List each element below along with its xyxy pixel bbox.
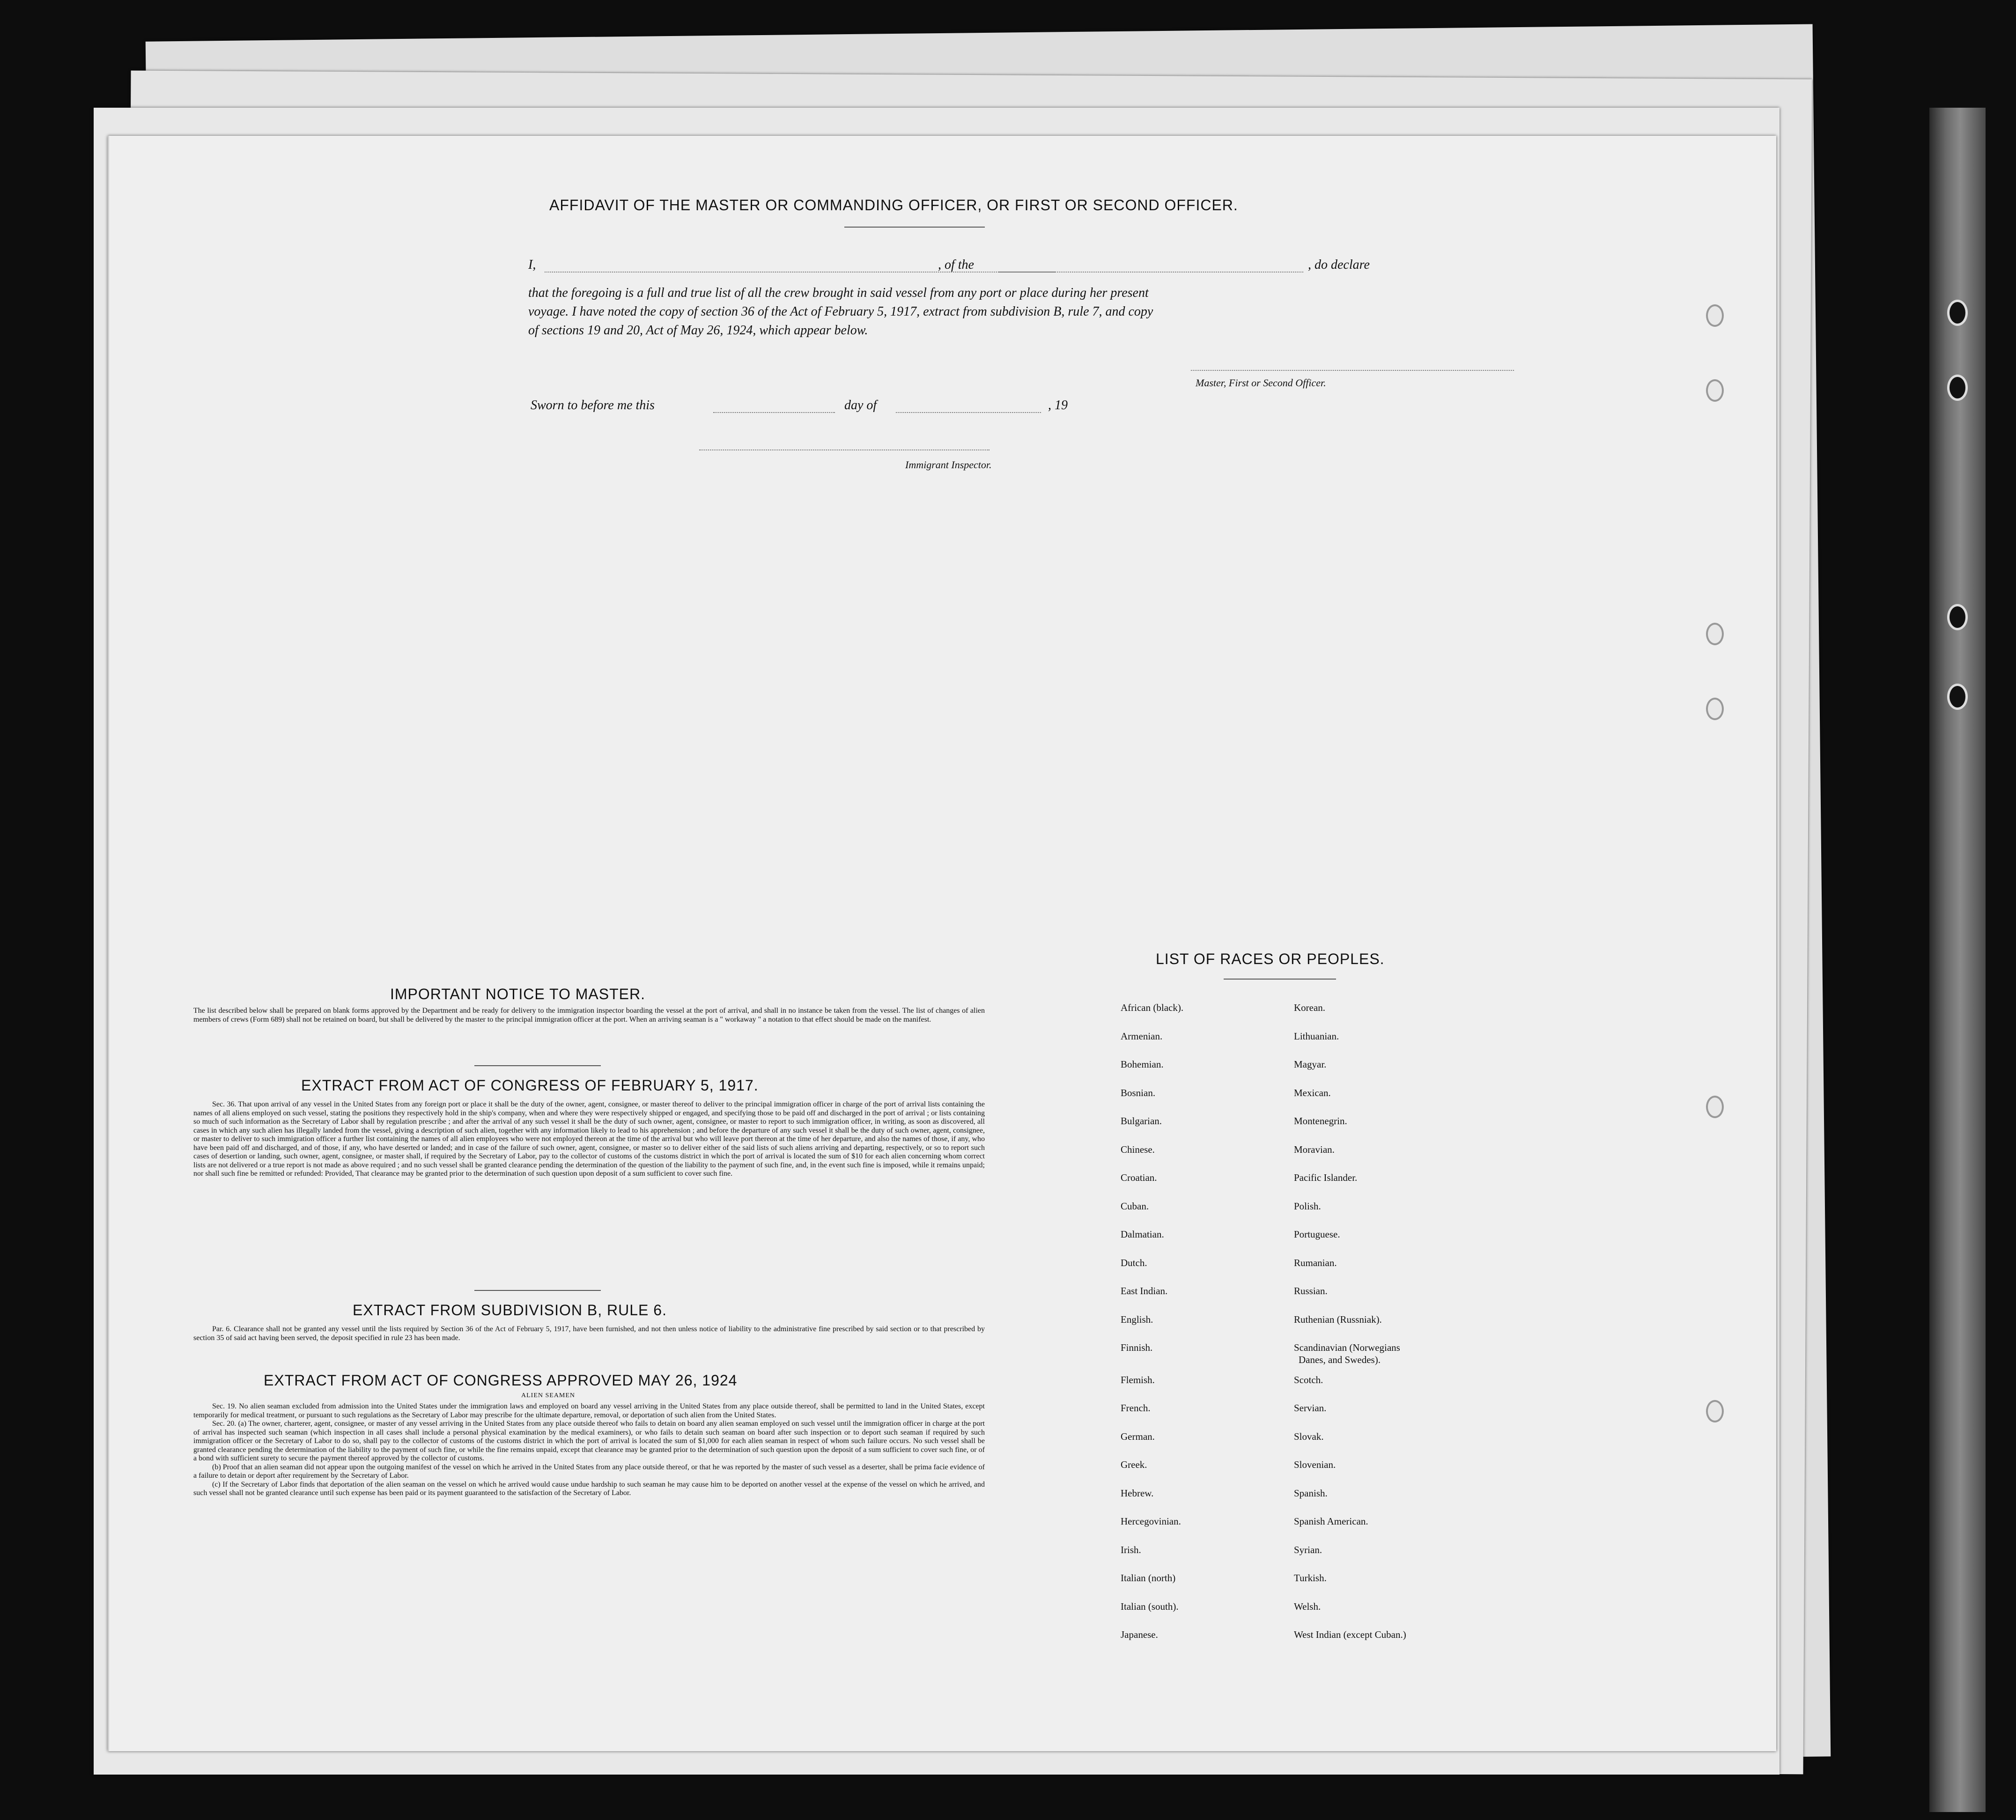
race-item: Moravian. <box>1294 1143 1335 1155</box>
affidavit-i-label: I, <box>528 258 536 272</box>
race-item: Japanese. <box>1121 1629 1158 1640</box>
race-item: Servian. <box>1294 1402 1327 1414</box>
year-label: , 19 <box>1048 398 1068 413</box>
extract-1924-text <box>193 1402 985 1498</box>
extract-1924-sec20c: (c) If the Secretary of Labor finds that deportation of the alien seaman on the vessel on which he arrived would cause undue hardship to such seaman he may cause him to be deported on another vessel at the expense of the vessel on which he arrived, and such vessel shall not be granted clearance until such expense has been paid or its payment guaranteed to the satisfaction of the Secretary of Labor. <box>193 1480 985 1497</box>
divider <box>474 1290 601 1291</box>
signature-label: Master, First or Second Officer. <box>1196 377 1326 389</box>
races-title: LIST OF RACES OR PEOPLES. <box>1156 951 1385 967</box>
race-item: Spanish. <box>1294 1487 1328 1499</box>
race-item: Rumanian. <box>1294 1257 1337 1268</box>
race-item: Montenegrin. <box>1294 1115 1347 1127</box>
race-item: West Indian (except Cuban.) <box>1294 1629 1406 1640</box>
race-item: Armenian. <box>1121 1030 1163 1042</box>
affidavit-do-declare: , do declare <box>1308 258 1370 272</box>
affidavit-line: voyage. I have noted the copy of section 36 of the Act of February 5, 1917, extract from subdivision B, rule 7, and copy <box>528 304 1153 319</box>
race-item: Finnish. <box>1121 1342 1153 1353</box>
race-item: Russian. <box>1294 1285 1328 1297</box>
race-item: Bohemian. <box>1121 1059 1164 1070</box>
punch-hole <box>1706 1096 1724 1118</box>
divider <box>844 227 985 228</box>
race-item: Bulgarian. <box>1121 1115 1162 1127</box>
race-item: Pacific Islander. <box>1294 1172 1358 1183</box>
notice-text: The list described below shall be prepared on blank forms approved by the Department and be ready for delivery to the immigration inspector boarding the vessel at the port of arrival, and shall in no instance be taken from the vessel. The list of changes of alien members of crews (Form 689) shall not be retained on board, but shall be delivered by the master to the principal immigration officer at the port. When an arriving seaman is a " workaway " a notation to that effect should be made on the manifest. <box>193 1007 985 1024</box>
punch-hole <box>1706 379 1724 402</box>
inspector-label: Immigrant Inspector. <box>905 459 992 471</box>
race-item: Dalmatian. <box>1121 1229 1164 1240</box>
subdivision-b-paragraph: Par. 6. Clearance shall not be granted any vessel until the lists required by Section 36 of the Act of February 5, 1917, have been furnished, and not then unless notice of liability to the administrative fine prescribed by said section or to that prescribed by section 35 of said act having been served, the deposit specified in rule 23 has been made. <box>193 1325 985 1342</box>
affidavit-title: AFFIDAVIT OF THE MASTER OR COMMANDING OFFICER, OR FIRST OR SECOND OFFICER. <box>549 197 1238 214</box>
punch-hole <box>1706 623 1724 645</box>
extract-1924-sec20b: (b) Proof that an alien seaman did not appear upon the outgoing manifest of the vessel on which he arrived in the United States from any place outside thereof, or that he was reported by the master of such vessel as a deserter, shall be prima facie evidence of a failure to detain or deport after requirement by the Secretary of Labor. <box>193 1463 985 1480</box>
extract-1924-subtitle: ALIEN SEAMEN <box>521 1392 576 1399</box>
race-item: Korean. <box>1294 1002 1326 1013</box>
race-item: Magyar. <box>1294 1059 1327 1070</box>
race-item: Hercegovinian. <box>1121 1516 1181 1527</box>
punch-hole <box>1706 1400 1724 1422</box>
race-item: African (black). <box>1121 1002 1184 1013</box>
binder-hole <box>1947 684 1968 710</box>
race-item: Bosnian. <box>1121 1087 1156 1098</box>
signature-field[interactable] <box>1191 370 1514 371</box>
extract-1924-title: EXTRACT FROM ACT OF CONGRESS APPROVED MAY 26, 1924 <box>264 1372 738 1389</box>
notice-title: IMPORTANT NOTICE TO MASTER. <box>390 986 645 1002</box>
race-item: Slovenian. <box>1294 1459 1336 1470</box>
race-item: Dutch. <box>1121 1257 1147 1268</box>
extract-1917-text <box>193 1100 985 1179</box>
affidavit-line: that the foregoing is a full and true list of all the crew brought in said vessel from any port or place during her present <box>528 286 1149 300</box>
divider <box>474 1065 601 1066</box>
binder-hole <box>1947 604 1968 630</box>
race-item: English. <box>1121 1313 1153 1325</box>
race-item: Polish. <box>1294 1200 1321 1212</box>
race-item: Ruthenian (Russniak). <box>1294 1313 1382 1325</box>
race-item: Chinese. <box>1121 1143 1155 1155</box>
affidavit-line: of sections 19 and 20, Act of May 26, 1924, which appear below. <box>528 323 868 338</box>
race-item: East Indian. <box>1121 1285 1168 1297</box>
extract-1924-sec20a: Sec. 20. (a) The owner, charterer, agent, consignee, or master of any vessel arriving in the United States from any place outside thereof who fails to detain on board any alien seaman employed on such vessel until the immigration officer in charge at the port of arrival has inspected such seaman (which inspection in all cases shall include a personal physical examination by the medical examiners), or who fails to detain such seaman on board after such inspection or to deport such seaman if required by such immigration officer or the Secretary of Labor to do so, shall pay to the collector of customs of the customs district in which the port of arrival is located the sum of $1,000 for each alien seaman in respect of whom such failure occurs. No such vessel shall be granted clearance pending the determination of the liability to the payment of such fine, or while the fine remains unpaid, except that clearance may be granted prior to the determination of such question upon the deposit of a sum sufficient to cover such fine, or of a bond with sufficient surety to secure the payment thereof approved by the collector of customs. <box>193 1420 985 1462</box>
race-item: Mexican. <box>1294 1087 1331 1098</box>
race-item: Hebrew. <box>1121 1487 1154 1499</box>
race-item: Italian (north) <box>1121 1572 1176 1584</box>
race-item: Cuban. <box>1121 1200 1149 1212</box>
affidavit-of-the: , of the <box>938 258 974 272</box>
extract-1924-sec19: Sec. 19. No alien seaman excluded from admission into the United States under the immigration laws and employed on board any vessel arriving in the United States from any place outside thereof, shall be permitted to land in the United States, except temporarily for medical treatment, or pursuant to such regulations as the Secretary of Labor may prescribe for the ultimate departure, removal, or deportation of such alien from the United States. <box>193 1402 985 1419</box>
race-item: German. <box>1121 1430 1155 1442</box>
divider <box>1224 979 1336 980</box>
day-of-label: day of <box>844 398 877 413</box>
extract-1917-title: EXTRACT FROM ACT OF CONGRESS OF FEBRUARY 5, 1917. <box>301 1077 759 1094</box>
race-item: Greek. <box>1121 1459 1147 1470</box>
punch-hole <box>1706 698 1724 720</box>
race-item: Lithuanian. <box>1294 1030 1339 1042</box>
race-item: Syrian. <box>1294 1544 1322 1555</box>
race-item: Italian (south). <box>1121 1600 1179 1612</box>
race-item: Danes, and Swedes). <box>1299 1354 1381 1365</box>
sworn-day-field[interactable] <box>713 412 835 413</box>
race-item: Scotch. <box>1294 1374 1323 1385</box>
master-name-field[interactable] <box>545 272 1055 273</box>
subdivision-b-title: EXTRACT FROM SUBDIVISION B, RULE 6. <box>353 1302 667 1319</box>
sworn-month-field[interactable] <box>896 412 1041 413</box>
punch-hole <box>1706 304 1724 327</box>
document-page <box>108 136 1776 1751</box>
race-item: Welsh. <box>1294 1600 1321 1612</box>
race-item: Turkish. <box>1294 1572 1327 1584</box>
subdivision-b-text <box>193 1325 985 1342</box>
binder-hole <box>1947 300 1968 326</box>
sworn-label: Sworn to before me this <box>531 398 655 413</box>
race-item: Flemish. <box>1121 1374 1155 1385</box>
race-item: Irish. <box>1121 1544 1141 1555</box>
vessel-name-field[interactable] <box>999 272 1303 273</box>
race-item: Portuguese. <box>1294 1229 1340 1240</box>
inspector-signature-field[interactable] <box>699 449 990 450</box>
race-item: Scandinavian (Norwegians <box>1294 1342 1400 1353</box>
binder-strip <box>1929 108 1986 1812</box>
binder-hole <box>1947 375 1968 401</box>
extract-1917-paragraph: Sec. 36. That upon arrival of any vessel in the United States from any foreign port or place it shall be the duty of the owner, agent, consignee, or master thereof to deliver to the principal immigration officer in charge of the port of arrival lists containing the names of all aliens employed on such vessel, stating the positions they respectively hold in the ship's company, when and where they were respectively shipped or engaged, and specifying those to be paid off and discharged in the port of arrival ; or lists containing so much of such information as the Secretary of Labor shall by regulation prescribe ; and after the arrival of any such vessel it shall be the duty of such owner, agent, consignee, or master to report to such immigration officer, in writing, as soon as discovered, all cases in which any such alien has illegally landed from the vessel, giving a description of such alien, together with any information likely to lead to his apprehension ; and before the departure of any such vessel it shall be the duty of such owner, agent, consignee, or master to deliver to such immigration officer a further list containing the names of all alien employees who were not employed thereon at the time of the arrival but who will leave port thereon at the time of her departure, and also the names of those, if any, who have been paid off and discharged, and of those, if any, who have deserted or landed; and in case of the failure of such owner, agent, consignee, or master so to deliver either of the said lists of such aliens arriving and departing, respectively, or so to report such cases of desertion or landing, such owner, agent, consignee, or master shall, if required by the Secretary of Labor, pay to the collector of customs of the customs district in which the port of arrival is located the sum of $10 for each alien concerning whom correct lists are not delivered or a true report is not made as above required ; and no such vessel shall be granted clearance pending the determination of the question of the liability to the payment of such fine, and, in the event such fine is imposed, while it remains unpaid; nor shall such fine be remitted or refunded: Provided, That clearance may be granted prior to the determination of such question upon deposit of a sum sufficient to cover such fine. <box>193 1100 985 1178</box>
race-item: Spanish American. <box>1294 1516 1368 1527</box>
race-item: Slovak. <box>1294 1430 1324 1442</box>
race-item: Croatian. <box>1121 1172 1157 1183</box>
race-item: French. <box>1121 1402 1151 1414</box>
